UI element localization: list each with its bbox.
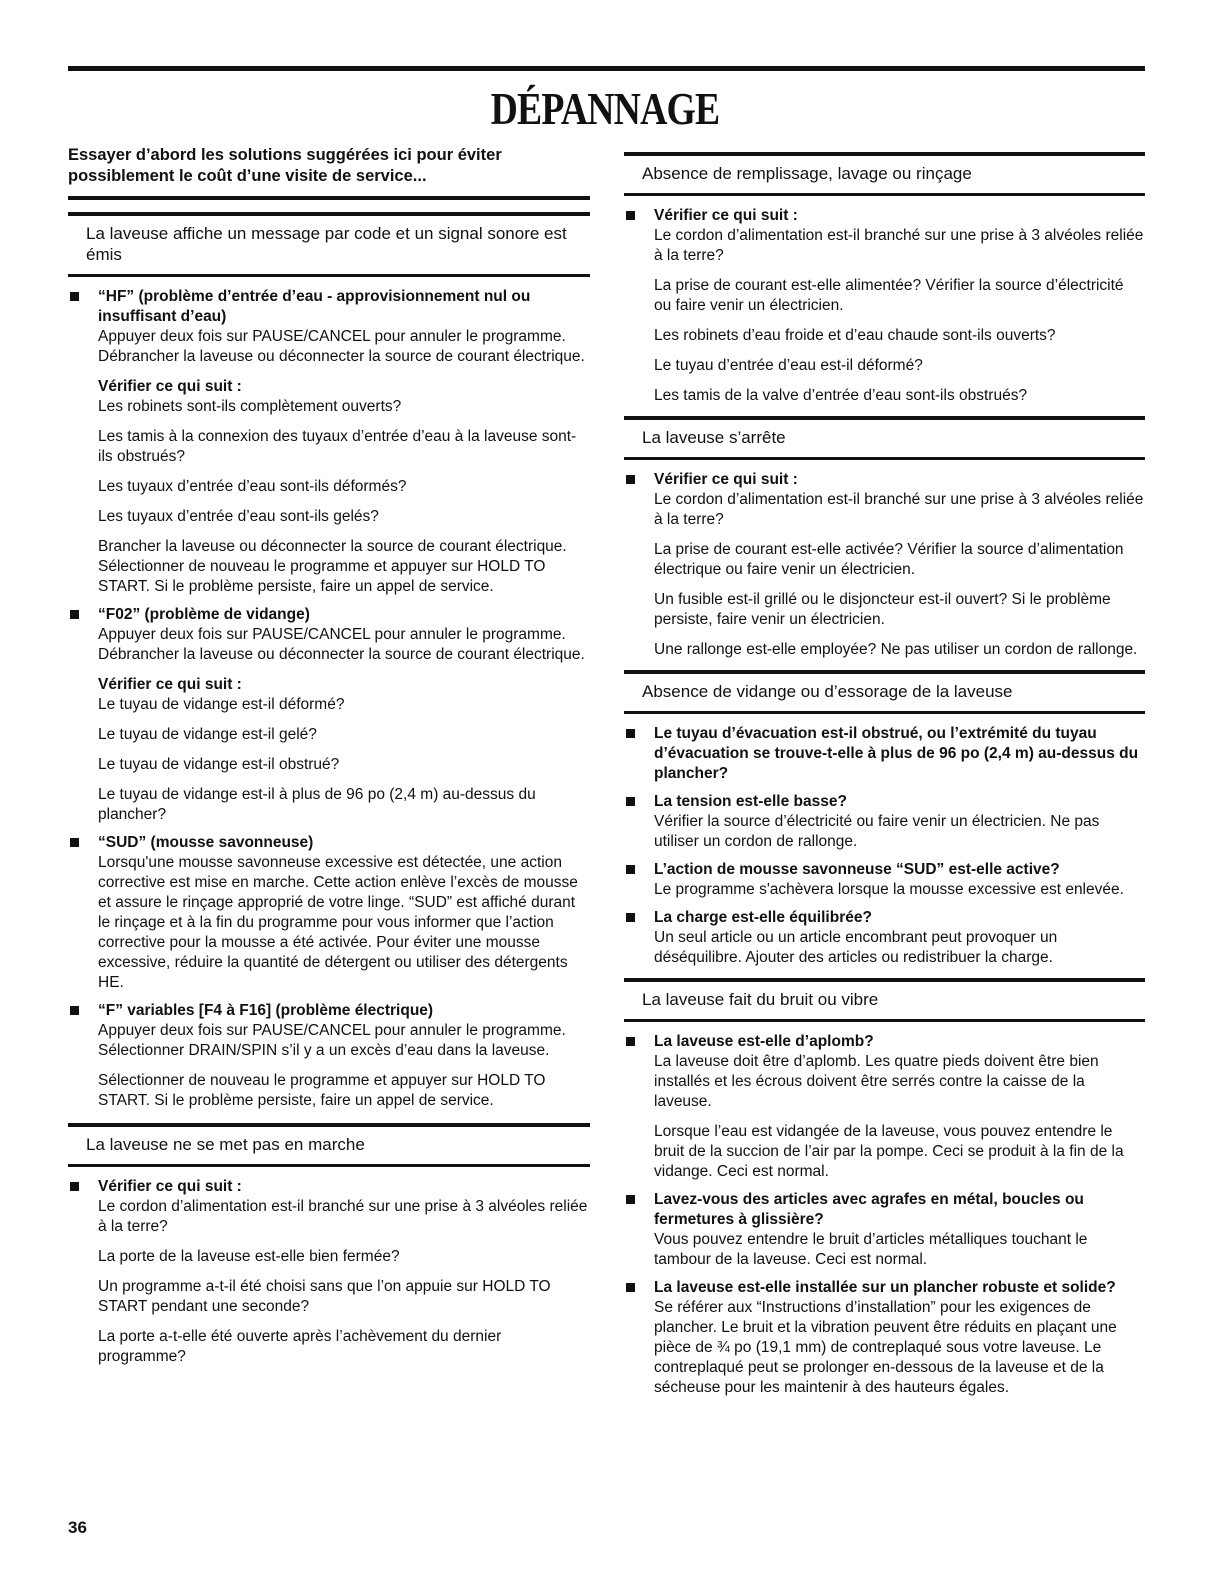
check-item: Les tuyaux d’entrée d’eau sont-ils déformés?: [98, 478, 407, 495]
item-title: “HF” (problème d’entrée d’eau - approvisionnement nul ou insuffisant d’eau): [98, 288, 531, 325]
item-paragraph: Les tamis de la valve d’entrée d’eau sont-ils obstrués?: [654, 387, 1028, 404]
page-title: DÉPANNAGE: [490, 83, 720, 134]
item-title: Vérifier ce qui suit :: [654, 207, 798, 224]
item-paragraph: Le cordon d’alimentation est-il branché sur une prise à 3 alvéoles reliée à la terre?: [98, 1198, 588, 1235]
bullet-icon: [70, 1006, 79, 1015]
section-header: La laveuse affiche un message par code et un signal sonore est émis: [68, 212, 590, 277]
item-paragraph: Le cordon d’alimentation est-il branché sur une prise à 3 alvéoles reliée à la terre?: [654, 491, 1144, 528]
troubleshoot-item: [624, 792, 1145, 852]
troubleshoot-item: [624, 724, 1145, 784]
section-header: La laveuse ne se met pas en marche: [68, 1123, 590, 1167]
item-paragraph: Vous pouvez entendre le bruit d’articles métalliques touchant le tambour de la laveuse. Ceci est normal.: [654, 1231, 1088, 1268]
item-paragraph: Un programme a-t-il été choisi sans que l’on appuie sur HOLD TO START pendant une seconde?: [98, 1278, 551, 1315]
page-number: 36: [68, 1518, 87, 1537]
section-header: Absence de vidange ou d’essorage de la laveuse: [624, 670, 1145, 714]
troubleshoot-item: [624, 908, 1145, 968]
item-paragraph: La prise de courant est-elle activée? Vérifier la source d’alimentation électrique ou faire venir un électricien.: [654, 541, 1124, 578]
item-paragraph: Lorsqu'une mousse savonneuse excessive est détectée, une action corrective est mise en marche. Cette action enlève l’excès de mousse et assure le rinçage approprié de votre linge. “SUD” est affiché durant le rinçage et à la fin du programme pour vous informer que l’action corrective pour la mousse a été activée. Pour éviter une mousse excessive, réduire la quantité de détergent ou utiliser des détergents HE.: [98, 854, 578, 991]
item-paragraph: Vérifier la source d’électricité ou faire venir un électricien. Ne pas utiliser un cordon de rallonge.: [654, 813, 1100, 850]
bullet-icon: [626, 1283, 635, 1292]
troubleshoot-item: [624, 860, 1145, 900]
bullet-icon: [70, 1182, 79, 1191]
top-rule: [68, 66, 1145, 71]
check-label: Vérifier ce qui suit :: [98, 676, 242, 693]
troubleshoot-item: [68, 287, 590, 597]
item-paragraph: Un fusible est-il grillé ou le disjoncteur est-il ouvert? Si le problème persiste, faire venir un électricien.: [654, 591, 1111, 628]
item-paragraph: La porte de la laveuse est-elle bien fermée?: [98, 1248, 400, 1265]
bullet-icon: [626, 729, 635, 738]
item-paragraph: Le cordon d’alimentation est-il branché sur une prise à 3 alvéoles reliée à la terre?: [654, 227, 1144, 264]
check-item: Les robinets sont-ils complètement ouverts?: [98, 398, 402, 415]
bullet-icon: [70, 610, 79, 619]
item-title: La laveuse est-elle d’aplomb?: [654, 1033, 874, 1050]
item-title: La laveuse est-elle installée sur un plancher robuste et solide?: [654, 1279, 1116, 1296]
troubleshoot-item: [624, 1278, 1145, 1398]
troubleshoot-item: [624, 1190, 1145, 1270]
bullet-icon: [626, 865, 635, 874]
item-paragraph: La prise de courant est-elle alimentée? Vérifier la source d’électricité ou faire venir un électricien.: [654, 277, 1124, 314]
troubleshoot-item: [68, 605, 590, 825]
item-title: “F02” (problème de vidange): [98, 606, 310, 623]
right-sections: [624, 152, 1145, 1398]
left-column: [68, 145, 590, 1367]
intro-text: Essayer d’abord les solutions suggérées ici pour éviter possiblement le coût d’une visite de service...: [68, 145, 590, 200]
item-paragraph: Sélectionner de nouveau le programme et appuyer sur HOLD TO START. Si le problème persiste, faire un appel de service.: [98, 1072, 546, 1109]
check-item: Le tuyau de vidange est-il gelé?: [98, 726, 317, 743]
section-header: Absence de remplissage, lavage ou rinçage: [624, 152, 1145, 196]
item-paragraph: Un seul article ou un article encombrant peut provoquer un déséquilibre. Ajouter des articles ou redistribuer la charge.: [654, 929, 1058, 966]
item-paragraph: Appuyer deux fois sur PAUSE/CANCEL pour annuler le programme. Débrancher la laveuse ou déconnecter la source de courant électrique.: [98, 328, 585, 365]
item-paragraph: La porte a-t-elle été ouverte après l’achèvement du dernier programme?: [98, 1328, 502, 1365]
item-title: “F” variables [F4 à F16] (problème électrique): [98, 1002, 434, 1019]
check-item: Brancher la laveuse ou déconnecter la source de courant électrique. Sélectionner de nouveau le programme et appuyer sur HOLD TO START. Si le problème persiste, faire un appel de service.: [98, 538, 567, 595]
item-paragraph: Une rallonge est-elle employée? Ne pas utiliser un cordon de rallonge.: [654, 641, 1138, 658]
troubleshoot-item: [624, 206, 1145, 406]
item-paragraph: Appuyer deux fois sur PAUSE/CANCEL pour annuler le programme. Débrancher la laveuse ou déconnecter la source de courant électrique.: [98, 626, 585, 663]
troubleshoot-item: [624, 1032, 1145, 1182]
item-title: “SUD” (mousse savonneuse): [98, 834, 314, 851]
left-sections: [68, 212, 590, 1367]
item-title: La charge est-elle équilibrée?: [654, 909, 872, 926]
bullet-icon: [626, 797, 635, 806]
item-paragraph: Lorsque l’eau est vidangée de la laveuse, vous pouvez entendre le bruit de la succion de l’air par la pompe. Ceci se produit à la fin de la vidange. Ceci est normal.: [654, 1123, 1124, 1180]
bullet-icon: [70, 838, 79, 847]
item-paragraph: La laveuse doit être d’aplomb. Les quatre pieds doivent être bien installés et les écrous doivent être serrés contre la caisse de la laveuse.: [654, 1053, 1099, 1110]
bullet-icon: [626, 1037, 635, 1046]
item-title: Le tuyau d’évacuation est-il obstrué, ou l’extrémité du tuyau d’évacuation se trouve-t-elle à plus de 96 po (2,4 m) au-dessus du plancher?: [654, 725, 1139, 782]
bullet-icon: [626, 211, 635, 220]
item-paragraph: Les robinets d’eau froide et d’eau chaude sont-ils ouverts?: [654, 327, 1056, 344]
item-paragraph: Appuyer deux fois sur PAUSE/CANCEL pour annuler le programme. Sélectionner DRAIN/SPIN s’il y a un excès d’eau dans la laveuse.: [98, 1022, 566, 1059]
item-paragraph: Le programme s'achèvera lorsque la mousse excessive est enlevée.: [654, 881, 1124, 898]
check-item: Les tuyaux d’entrée d’eau sont-ils gelés?: [98, 508, 379, 525]
section-header: La laveuse fait du bruit ou vibre: [624, 978, 1145, 1022]
check-label: Vérifier ce qui suit :: [98, 378, 242, 395]
item-title: Vérifier ce qui suit :: [654, 471, 798, 488]
troubleshoot-item: [68, 1001, 590, 1111]
section-header: La laveuse s’arrête: [624, 416, 1145, 460]
troubleshoot-item: [68, 833, 590, 993]
item-paragraph: Le tuyau d’entrée d’eau est-il déformé?: [654, 357, 923, 374]
check-item: Le tuyau de vidange est-il à plus de 96 po (2,4 m) au-dessus du plancher?: [98, 786, 536, 823]
bullet-icon: [626, 475, 635, 484]
check-item: Les tamis à la connexion des tuyaux d’entrée d’eau à la laveuse sont-ils obstrués?: [98, 428, 577, 465]
troubleshoot-item: [68, 1177, 590, 1367]
troubleshoot-item: [624, 470, 1145, 660]
check-item: Le tuyau de vidange est-il déformé?: [98, 696, 345, 713]
item-title: L’action de mousse savonneuse “SUD” est-elle active?: [654, 861, 1060, 878]
item-title: Lavez-vous des articles avec agrafes en métal, boucles ou fermetures à glissière?: [654, 1191, 1084, 1228]
bullet-icon: [626, 913, 635, 922]
right-column: [624, 152, 1145, 1398]
check-item: Le tuyau de vidange est-il obstrué?: [98, 756, 340, 773]
bullet-icon: [626, 1195, 635, 1204]
item-title: Vérifier ce qui suit :: [98, 1178, 242, 1195]
item-paragraph: Se référer aux “Instructions d’installation” pour les exigences de plancher. Le bruit et la vibration peuvent être réduits en plaçant une pièce de ¾ po (19,1 mm) de contreplaqué sous votre laveuse. Le contreplaqué peut se prolonger en-dessous de la laveuse et de la sécheuse pour les maintenir à des hauteurs égales.: [654, 1299, 1117, 1396]
bullet-icon: [70, 292, 79, 301]
item-title: La tension est-elle basse?: [654, 793, 847, 810]
